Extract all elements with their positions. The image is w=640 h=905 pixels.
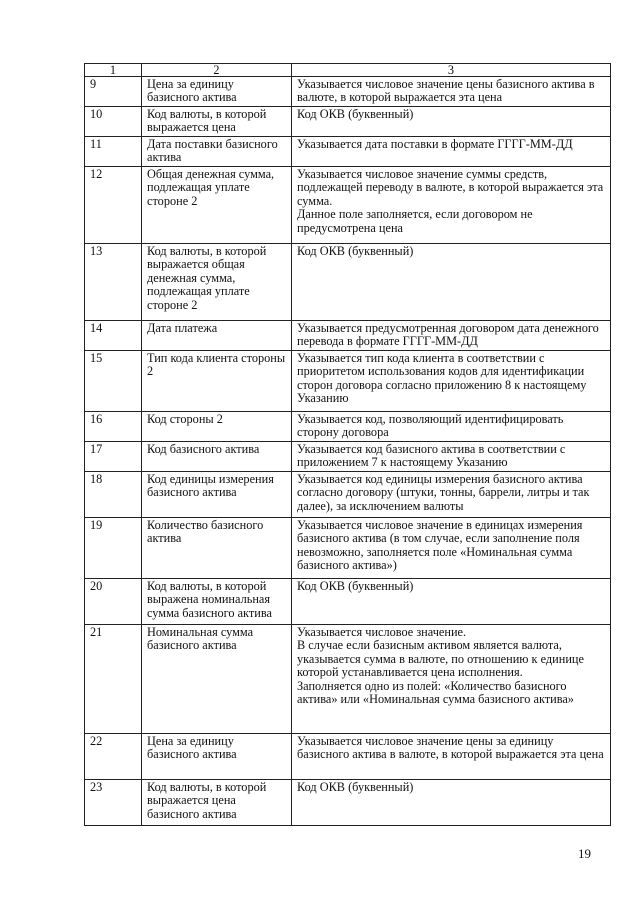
field-name: Номинальная сумма базисного актива xyxy=(142,625,292,734)
field-description xyxy=(292,442,611,472)
table-row xyxy=(85,244,611,321)
table-row xyxy=(85,442,611,472)
column-header-3: 3 xyxy=(292,64,611,77)
field-name: Тип кода клиента стороны 2 xyxy=(142,351,292,412)
column-header-2: 2 xyxy=(142,64,292,77)
description-paragraph: В случае если базисным активом является валюта, указывается сумма в валюте, по отношению к единице которой устанавливается цена исполнения. xyxy=(297,638,584,680)
table-row xyxy=(85,321,611,351)
field-description xyxy=(292,77,611,107)
table-row xyxy=(85,734,611,780)
field-name: Код стороны 2 xyxy=(142,412,292,442)
field-description xyxy=(292,734,611,780)
description-paragraph: Указывается предусмотренная договором дата денежного перевода в формате ГГГГ-ММ-ДД xyxy=(297,321,599,349)
description-paragraph: Указывается числовое значение в единицах измерения базисного актива (в том случае, если заполнение поля невозможно, заполняется поле «Номинальная сумма базисного актива») xyxy=(297,518,583,573)
description-paragraph: Указывается числовое значение. xyxy=(297,625,467,639)
description-paragraph: Код ОКВ (буквенный) xyxy=(297,107,414,121)
row-number: 22 xyxy=(85,734,142,780)
field-description xyxy=(292,137,611,167)
field-description xyxy=(292,625,611,734)
description-paragraph: Код ОКВ (буквенный) xyxy=(297,579,414,593)
requirements-table xyxy=(84,63,611,826)
row-number: 13 xyxy=(85,244,142,321)
row-number: 15 xyxy=(85,351,142,412)
table-row xyxy=(85,107,611,137)
row-number: 9 xyxy=(85,77,142,107)
description-paragraph: Указывается код единицы измерения базисного актива согласно договору (штуки, тонны, баррели, литры и так далее), за исключением валюты xyxy=(297,472,590,513)
field-name: Код единицы измерения базисного актива xyxy=(142,472,292,518)
table-row xyxy=(85,780,611,826)
table-row xyxy=(85,579,611,625)
table-row xyxy=(85,167,611,244)
field-description xyxy=(292,412,611,442)
row-number: 12 xyxy=(85,167,142,244)
field-name: Дата поставки базисного актива xyxy=(142,137,292,167)
row-number: 19 xyxy=(85,518,142,579)
field-name: Код валюты, в которой выражается общая денежная сумма, подлежащая уплате стороне 2 xyxy=(142,244,292,321)
row-number: 11 xyxy=(85,137,142,167)
table-row xyxy=(85,77,611,107)
table-body xyxy=(85,77,611,826)
field-name: Дата платежа xyxy=(142,321,292,351)
field-description xyxy=(292,518,611,579)
table-row xyxy=(85,518,611,579)
description-paragraph: Указывается числовое значение цены базисного актива в валюте, в которой выражается эта цена xyxy=(297,77,595,105)
description-paragraph: Указывается числовое значение суммы средств, подлежащей переводу в валюте, в которой выражается эта сумма. xyxy=(297,167,604,208)
field-name: Код валюты, в которой выражается цена базисного актива xyxy=(142,780,292,826)
table-header-row xyxy=(85,64,611,77)
field-description xyxy=(292,167,611,244)
field-description xyxy=(292,351,611,412)
table-row xyxy=(85,137,611,167)
field-name: Код валюты, в которой выражена номинальная сумма базисного актива xyxy=(142,579,292,625)
field-description xyxy=(292,244,611,321)
description-paragraph: Заполняется одно из полей: «Количество базисного актива» или «Номинальная сумма базисного актива» xyxy=(297,678,574,707)
row-number: 14 xyxy=(85,321,142,351)
field-description xyxy=(292,107,611,137)
row-number: 23 xyxy=(85,780,142,826)
field-name: Код базисного актива xyxy=(142,442,292,472)
column-header-1: 1 xyxy=(85,64,142,77)
description-paragraph: Код ОКВ (буквенный) xyxy=(297,780,414,794)
row-number: 21 xyxy=(85,625,142,734)
row-number: 16 xyxy=(85,412,142,442)
row-number: 18 xyxy=(85,472,142,518)
table-row xyxy=(85,472,611,518)
field-description xyxy=(292,579,611,625)
field-name: Цена за единицу базисного актива xyxy=(142,734,292,780)
description-paragraph: Указывается код базисного актива в соответствии с приложением 7 к настоящему Указанию xyxy=(297,442,566,470)
table-row xyxy=(85,625,611,734)
page-number: 19 xyxy=(578,846,591,861)
row-number: 10 xyxy=(85,107,142,137)
field-name: Цена за единицу базисного актива xyxy=(142,77,292,107)
field-name: Код валюты, в которой выражается цена xyxy=(142,107,292,137)
row-number: 17 xyxy=(85,442,142,472)
description-paragraph: Код ОКВ (буквенный) xyxy=(297,244,414,258)
description-paragraph: Указывается код, позволяющий идентифицировать сторону договора xyxy=(297,412,564,440)
row-number: 20 xyxy=(85,579,142,625)
table-row xyxy=(85,351,611,412)
description-paragraph: Данное поле заполняется, если договором не предусмотрена цена xyxy=(297,207,533,235)
table-row xyxy=(85,412,611,442)
description-paragraph: Указывается числовое значение цены за единицу базисного актива в валюте, в которой выражается эта цена xyxy=(297,734,604,762)
field-name: Общая денежная сумма, подлежащая уплате стороне 2 xyxy=(142,167,292,244)
description-paragraph: Указывается тип кода клиента в соответствии с приоритетом использования кодов для идентификации сторон договора согласно приложению 8 к настоящему Указанию xyxy=(297,351,587,406)
field-description xyxy=(292,472,611,518)
description-paragraph: Указывается дата поставки в формате ГГГГ-ММ-ДД xyxy=(297,137,573,151)
field-description xyxy=(292,780,611,826)
field-name: Количество базисного актива xyxy=(142,518,292,579)
field-description xyxy=(292,321,611,351)
